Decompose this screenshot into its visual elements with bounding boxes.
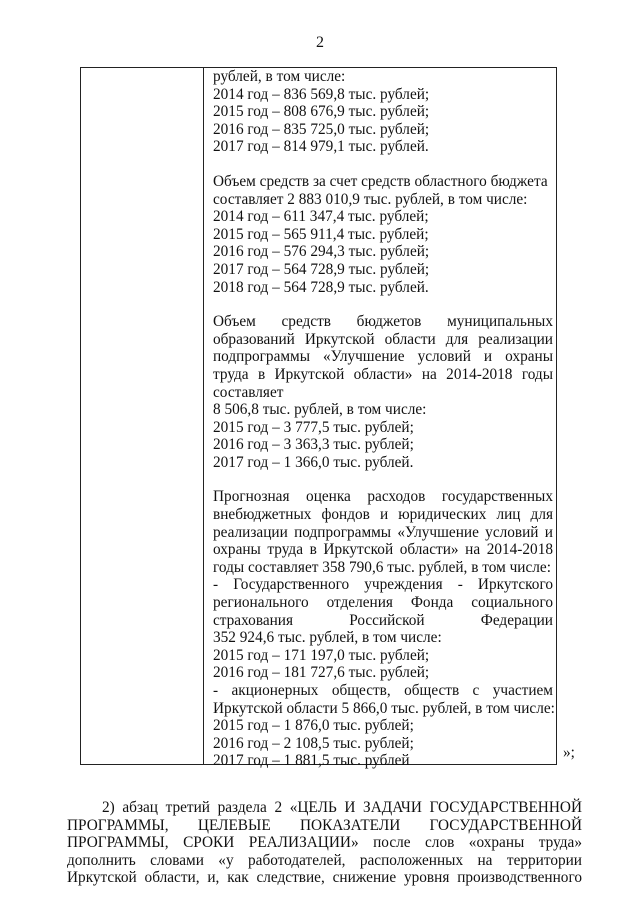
municipal-budget-block bbox=[213, 313, 553, 471]
text-line: дополнить словами «у работодателей, расположенных на территории bbox=[67, 851, 582, 869]
text-line: 2017 год – 814 979,1 тыс. рублей. bbox=[213, 138, 429, 156]
text-line: Объем средств за счет средств областного бюджета bbox=[213, 172, 548, 190]
text-line: 2017 год – 564 728,9 тыс. рублей; bbox=[213, 260, 430, 278]
text-line: - Государственного учреждения - Иркутского bbox=[213, 576, 553, 594]
text-line: Объем средств бюджетов муниципальных bbox=[213, 313, 553, 331]
text-line: образований Иркутской области для реализации bbox=[213, 330, 553, 348]
column-divider bbox=[203, 68, 204, 764]
text-line: подпрограммы «Улучшение условий и охраны bbox=[213, 348, 553, 366]
closing-quote: »; bbox=[563, 744, 575, 761]
text-line: 2014 год – 611 347,4 тыс. рублей; bbox=[213, 208, 429, 226]
text-line: ПРОГРАММЫ, ЦЕЛЕВЫЕ ПОКАЗАТЕЛИ ГОСУДАРСТВЕННОЙ bbox=[67, 816, 582, 834]
text-line: 2015 год – 1 876,0 тыс. рублей; bbox=[213, 717, 414, 735]
passport-table bbox=[80, 67, 557, 770]
text-line: труда в Иркутской области» на 2014-2018 годы bbox=[213, 365, 553, 383]
text-line: 2016 год – 576 294,3 тыс. рублей; bbox=[213, 243, 430, 261]
text-line: 2017 год – 1 881,5 тыс. рублей bbox=[213, 752, 410, 770]
text-line: 2016 год – 835 725,0 тыс. рублей; bbox=[213, 120, 430, 138]
text-line: составляет 2 883 010,9 тыс. рублей, в том числе: bbox=[213, 190, 528, 208]
text-line: внебюджетных фондов и юридических лиц для bbox=[213, 506, 553, 524]
text-line: Иркутской области, и, как следствие, снижение уровня производственного bbox=[67, 869, 582, 887]
regional-budget-block bbox=[213, 173, 553, 296]
text-line: регионального отделения Фонда социального bbox=[213, 594, 553, 612]
text-line: 2) абзац третий раздела 2 «ЦЕЛЬ И ЗАДАЧИ ГОСУДАРСТВЕННОЙ bbox=[102, 799, 582, 816]
text-line: годы составляет 358 790,6 тыс. рублей, в том числе: bbox=[213, 558, 551, 576]
text-line: 8 506,8 тыс. рублей, в том числе: bbox=[213, 401, 427, 419]
text-line: Иркутской области 5 866,0 тыс. рублей, в том числе: bbox=[213, 699, 555, 717]
text-line: 2015 год – 565 911,4 тыс. рублей; bbox=[213, 225, 429, 243]
text-line: 2018 год – 564 728,9 тыс. рублей. bbox=[213, 278, 429, 296]
amendment-paragraph bbox=[67, 799, 582, 887]
text-line: 2015 год – 3 777,5 тыс. рублей; bbox=[213, 418, 414, 436]
text-line: 2015 год – 171 197,0 тыс. рублей; bbox=[213, 646, 430, 664]
right-column-cell bbox=[213, 68, 553, 770]
text-line: 2016 год – 3 363,3 тыс. рублей; bbox=[213, 436, 414, 454]
text-line: реализации подпрограммы «Улучшение условий и bbox=[213, 523, 553, 541]
text-line: 2017 год – 1 366,0 тыс. рублей. bbox=[213, 453, 414, 471]
text-line: рублей, в том числе: bbox=[213, 68, 346, 85]
text-line: 2016 год – 181 727,6 тыс. рублей; bbox=[213, 664, 430, 682]
page-number: 2 bbox=[316, 34, 324, 51]
text-line: ПРОГРАММЫ, СРОКИ РЕАЛИЗАЦИИ» после слов «охраны труда» bbox=[67, 834, 582, 852]
text-line: составляет bbox=[213, 383, 284, 401]
federal-budget-block bbox=[213, 68, 553, 156]
text-line: - акционерных обществ, обществ с участием bbox=[213, 682, 553, 699]
text-line: 352 924,6 тыс. рублей, в том числе: bbox=[213, 629, 442, 647]
text-line: 2016 год – 2 108,5 тыс. рублей; bbox=[213, 734, 414, 752]
text-line: охраны труда в Иркутской области» на 2014-2018 bbox=[213, 541, 553, 559]
text-line: 2014 год – 836 569,8 тыс. рублей; bbox=[213, 85, 430, 103]
text-line: страхования Российской Федерации bbox=[213, 611, 553, 629]
extrabudgetary-funds-block bbox=[213, 488, 553, 770]
text-line: Прогнозная оценка расходов государственных bbox=[213, 488, 553, 506]
text-line: 2015 год – 808 676,9 тыс. рублей; bbox=[213, 103, 430, 121]
